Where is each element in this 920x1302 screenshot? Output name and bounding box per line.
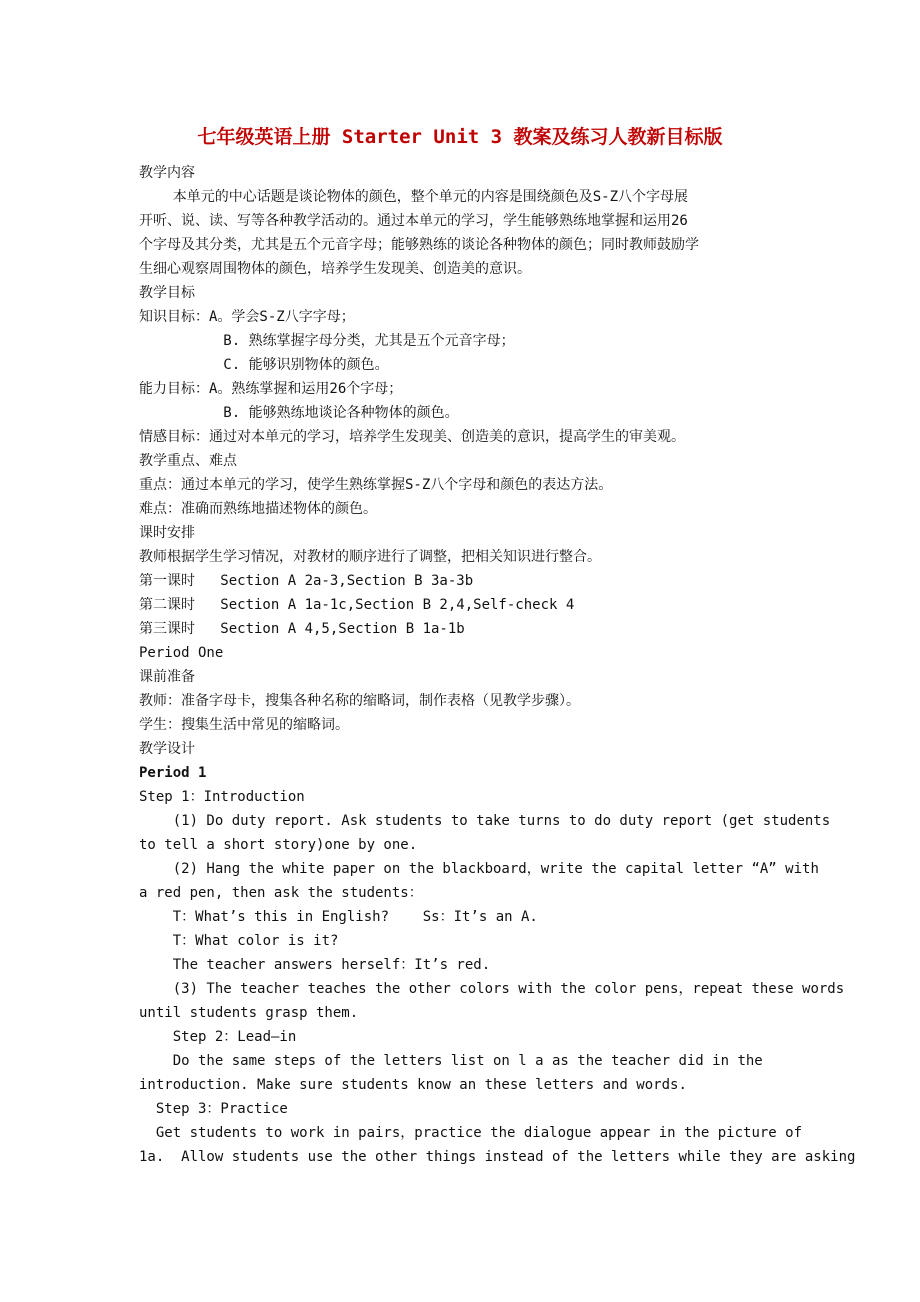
paragraph-line: 能力目标：A。熟练掌握和运用26个字母； [139, 381, 403, 397]
paragraph-line: a red pen, then ask the students： [139, 885, 423, 901]
document-title: 七年级英语上册 Starter Unit 3 教案及练习人教新目标版 [197, 126, 723, 148]
paragraph-line: Get students to work in pairs，practice the dialogue appear in the picture of [139, 1125, 803, 1141]
dialogue-line: T：What’s this in English? Ss：It’s an A. [139, 909, 538, 925]
paragraph-line: 教师根据学生学习情况，对教材的顺序进行了调整，把相关知识进行整合。 [139, 549, 601, 565]
section-heading: 教学内容 [139, 165, 195, 181]
paragraph-line: B. 能够熟练地谈论各种物体的颜色。 [139, 405, 459, 421]
paragraph-line: (2) Hang the white paper on the blackboard，write the capital letter “A” with [139, 861, 819, 877]
paragraph-line: 教师：准备字母卡，搜集各种名称的缩略词，制作表格（见教学步骤）。 [139, 693, 580, 709]
paragraph-line: 知识目标：A。学会S-Z八字字母； [139, 309, 355, 325]
paragraph-line: Do the same steps of the letters list on l a as the teacher did in the [139, 1053, 763, 1069]
paragraph-line: introduction. Make sure students know an these letters and words. [139, 1077, 687, 1093]
paragraph-line: 个字母及其分类，尤其是五个元音字母；能够熟练的谈论各种物体的颜色；同时教师鼓励学 [139, 237, 699, 253]
paragraph-line: (3) The teacher teaches the other colors with the color pens，repeat these words [139, 981, 845, 997]
paragraph-line: until students grasp them. [139, 1005, 359, 1021]
paragraph-line: to tell a short story)one by one. [139, 837, 418, 853]
section-heading: 教学重点、难点 [139, 453, 237, 469]
section-heading: 课前准备 [139, 669, 195, 685]
paragraph-line: B. 熟练掌握字母分类，尤其是五个元音字母； [139, 333, 515, 349]
paragraph-line: 重点：通过本单元的学习，使学生熟练掌握S-Z八个字母和颜色的表达方法。 [139, 477, 613, 493]
dialogue-line: T：What color is it? [139, 933, 339, 949]
paragraph-line: 学生：搜集生活中常见的缩略词。 [139, 717, 349, 733]
schedule-line: 第二课时 Section A 1a-1c,Section B 2,4,Self-check 4 [139, 597, 575, 613]
schedule-line: 第三课时 Section A 4,5,Section B 1a-1b [139, 621, 465, 637]
schedule-line: 第一课时 Section A 2a-3,Section B 3a-3b [139, 573, 474, 589]
section-heading: 教学设计 [139, 741, 195, 757]
step-heading: Step 3：Practice [139, 1101, 288, 1117]
paragraph-line: 本单元的中心话题是谈论物体的颜色，整个单元的内容是围绕颜色及S-Z八个字母展 [139, 189, 688, 205]
paragraph-line: 难点：准确而熟练地描述物体的颜色。 [139, 501, 377, 517]
period-heading: Period 1 [139, 765, 207, 781]
paragraph-line: 情感目标：通过对本单元的学习，培养学生发现美、创造美的意识，提高学生的审美观。 [139, 429, 685, 445]
section-heading: 课时安排 [139, 525, 195, 541]
paragraph-line: 开听、说、读、写等各种教学活动的。通过本单元的学习，学生能够熟练地掌握和运用26 [139, 213, 688, 229]
step-heading: Step 1：Introduction [139, 789, 305, 805]
paragraph-line: 生细心观察周围物体的颜色，培养学生发现美、创造美的意识。 [139, 261, 531, 277]
paragraph-line: 1a. Allow students use the other things instead of the letters while they are asking [139, 1149, 856, 1165]
step-heading: Step 2：Lead—in [139, 1029, 297, 1045]
section-heading: 教学目标 [139, 285, 195, 301]
paragraph-line: Period One [139, 645, 224, 661]
dialogue-line: The teacher answers herself：It’s red. [139, 957, 491, 973]
paragraph-line: C. 能够识别物体的颜色。 [139, 357, 389, 373]
paragraph-line: (1) Do duty report. Ask students to take turns to do duty report (get students [139, 813, 831, 829]
